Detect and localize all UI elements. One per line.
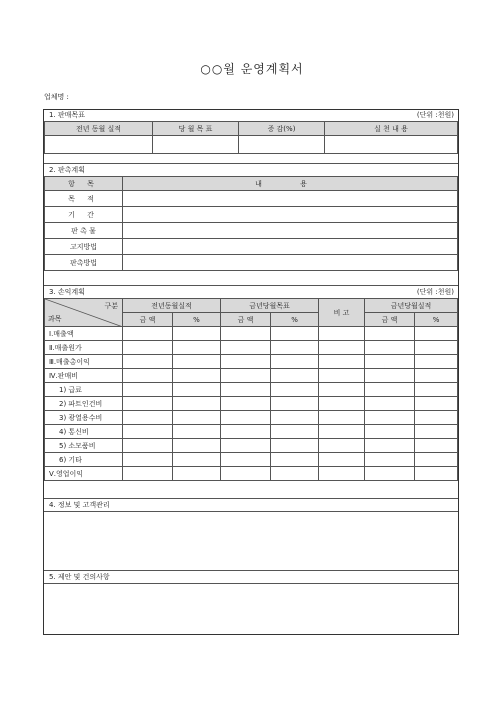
value-cell[interactable] — [319, 411, 365, 425]
value-cell[interactable] — [415, 467, 458, 481]
section-sales-target — [44, 110, 458, 154]
section-promotion — [44, 165, 458, 271]
account-label: 6) 기타 — [45, 453, 123, 467]
value-cell[interactable] — [271, 369, 319, 383]
row-promo-items: 판 촉 물 — [45, 223, 123, 239]
col-last-year: 전년 동월 실적 — [45, 122, 153, 136]
value-cell[interactable] — [123, 425, 173, 439]
section-profit-loss — [44, 287, 458, 481]
corner-cell — [45, 299, 123, 327]
section5-heading: 5. 제안 및 건의사항 — [49, 573, 110, 581]
section3-unit: (단위 :천원) — [416, 288, 454, 296]
value-cell[interactable] — [123, 383, 173, 397]
profit-loss-rows — [45, 327, 458, 481]
suggestions-area[interactable] — [44, 584, 458, 634]
account-label: Ⅰ.매출액 — [45, 327, 123, 341]
cell-action[interactable] — [325, 136, 458, 154]
table-row — [45, 453, 458, 467]
account-label: 4) 통신비 — [45, 425, 123, 439]
value-cell[interactable] — [221, 369, 271, 383]
value-cell[interactable] — [173, 355, 221, 369]
value-cell[interactable] — [173, 383, 221, 397]
value-cell[interactable] — [271, 383, 319, 397]
value-cell[interactable] — [415, 369, 458, 383]
value-cell[interactable] — [173, 411, 221, 425]
section3-heading: 3. 손익계획 — [49, 288, 85, 296]
value-cell[interactable] — [173, 397, 221, 411]
account-label: Ⅳ.판매비 — [45, 369, 123, 383]
value-cell[interactable] — [365, 341, 415, 355]
value-cell[interactable] — [415, 411, 458, 425]
customer-info-area[interactable] — [44, 512, 458, 578]
section1-unit: (단위 :천원) — [416, 111, 454, 119]
value-cell[interactable] — [221, 341, 271, 355]
value-cell[interactable] — [365, 369, 415, 383]
table-row — [45, 355, 458, 369]
sub-percent-3: % — [415, 313, 458, 327]
value-cell[interactable] — [365, 467, 415, 481]
value-cell[interactable] — [221, 425, 271, 439]
table-row — [45, 411, 458, 425]
value-cell[interactable] — [415, 453, 458, 467]
cell-period[interactable] — [123, 207, 458, 223]
value-cell[interactable] — [271, 397, 319, 411]
account-label: 5) 소모품비 — [45, 439, 123, 453]
account-label: Ⅲ.매출총이익 — [45, 355, 123, 369]
value-cell[interactable] — [271, 453, 319, 467]
value-cell[interactable] — [173, 439, 221, 453]
value-cell[interactable] — [123, 397, 173, 411]
corner-top-label: 구분 — [104, 302, 118, 310]
cell-target[interactable] — [153, 136, 239, 154]
value-cell[interactable] — [271, 341, 319, 355]
value-cell[interactable] — [123, 369, 173, 383]
profit-loss-table — [44, 298, 458, 481]
value-cell[interactable] — [123, 453, 173, 467]
cell-promo-method[interactable] — [123, 255, 458, 271]
value-cell[interactable] — [365, 397, 415, 411]
sub-amount-3: 금 액 — [365, 313, 415, 327]
value-cell[interactable] — [319, 467, 365, 481]
value-cell[interactable] — [319, 425, 365, 439]
cell-notice-method[interactable] — [123, 239, 458, 255]
table-row — [45, 397, 458, 411]
value-cell[interactable] — [365, 355, 415, 369]
value-cell[interactable] — [221, 327, 271, 341]
account-label: Ⅱ.매출원가 — [45, 341, 123, 355]
col-item: 항 목 — [45, 177, 123, 191]
section2-heading: 2. 판촉계획 — [49, 166, 85, 174]
value-cell[interactable] — [319, 397, 365, 411]
group-last-year: 전년동월실적 — [123, 299, 221, 313]
value-cell[interactable] — [173, 453, 221, 467]
table-row — [45, 439, 458, 453]
value-cell[interactable] — [365, 411, 415, 425]
account-label: 1) 급료 — [45, 383, 123, 397]
account-label: 2) 파트인건비 — [45, 397, 123, 411]
value-cell[interactable] — [221, 439, 271, 453]
cell-last-year[interactable] — [45, 136, 153, 154]
table-row — [45, 425, 458, 439]
value-cell[interactable] — [271, 327, 319, 341]
value-cell[interactable] — [415, 341, 458, 355]
group-this-target: 금년당월목표 — [221, 299, 319, 313]
row-notice-method: 고지방법 — [45, 239, 123, 255]
account-label: 3) 광열용수비 — [45, 411, 123, 425]
value-cell[interactable] — [123, 439, 173, 453]
table-row — [45, 341, 458, 355]
value-cell[interactable] — [365, 453, 415, 467]
company-label: 업체명 : — [44, 93, 69, 101]
value-cell[interactable] — [221, 467, 271, 481]
value-cell[interactable] — [271, 439, 319, 453]
value-cell[interactable] — [271, 411, 319, 425]
col-target: 당 월 목 표 — [153, 122, 239, 136]
value-cell[interactable] — [319, 439, 365, 453]
value-cell[interactable] — [319, 383, 365, 397]
plan-form — [43, 109, 459, 635]
cell-purpose[interactable] — [123, 191, 458, 207]
value-cell[interactable] — [415, 397, 458, 411]
value-cell[interactable] — [123, 341, 173, 355]
value-cell[interactable] — [415, 383, 458, 397]
sub-amount-2: 금 액 — [221, 313, 271, 327]
document-title: ○○월 운영계획서 — [200, 62, 304, 76]
value-cell[interactable] — [319, 453, 365, 467]
value-cell[interactable] — [365, 383, 415, 397]
section-customer-info — [44, 500, 458, 580]
row-purpose: 목 적 — [45, 191, 123, 207]
cell-change[interactable] — [239, 136, 325, 154]
value-cell[interactable] — [319, 341, 365, 355]
value-cell[interactable] — [123, 355, 173, 369]
table-row — [45, 369, 458, 383]
row-promo-method: 판촉방법 — [45, 255, 123, 271]
sales-target-table — [44, 121, 458, 154]
table-row — [45, 467, 458, 481]
value-cell[interactable] — [221, 355, 271, 369]
value-cell[interactable] — [221, 453, 271, 467]
value-cell[interactable] — [173, 341, 221, 355]
value-cell[interactable] — [415, 327, 458, 341]
value-cell[interactable] — [123, 411, 173, 425]
corner-bottom-label: 과목 — [48, 315, 62, 323]
sub-percent-2: % — [271, 313, 319, 327]
group-remarks: 비 고 — [319, 299, 365, 327]
col-content: 내 용 — [123, 177, 458, 191]
value-cell[interactable] — [271, 425, 319, 439]
value-cell[interactable] — [271, 355, 319, 369]
table-row — [45, 383, 458, 397]
section4-heading: 4. 정보 및 고객관리 — [49, 501, 110, 509]
value-cell[interactable] — [221, 411, 271, 425]
value-cell[interactable] — [415, 355, 458, 369]
col-action: 실 천 내 용 — [325, 122, 458, 136]
account-label: Ⅴ.영업이익 — [45, 467, 123, 481]
value-cell[interactable] — [415, 439, 458, 453]
value-cell[interactable] — [173, 327, 221, 341]
promotion-table — [44, 176, 458, 271]
value-cell[interactable] — [365, 327, 415, 341]
value-cell[interactable] — [173, 369, 221, 383]
value-cell[interactable] — [173, 467, 221, 481]
value-cell[interactable] — [271, 467, 319, 481]
sub-amount-1: 금 액 — [123, 313, 173, 327]
sub-percent-1: % — [173, 313, 221, 327]
value-cell[interactable] — [365, 439, 415, 453]
value-cell[interactable] — [319, 355, 365, 369]
value-cell[interactable] — [221, 397, 271, 411]
row-period: 기 간 — [45, 207, 123, 223]
value-cell[interactable] — [173, 425, 221, 439]
section1-heading: 1. 판매목표 — [49, 111, 85, 119]
table-row — [45, 327, 458, 341]
value-cell[interactable] — [221, 383, 271, 397]
col-change: 증 감(%) — [239, 122, 325, 136]
value-cell[interactable] — [415, 425, 458, 439]
section-suggestions — [44, 572, 458, 634]
value-cell[interactable] — [319, 369, 365, 383]
value-cell[interactable] — [365, 425, 415, 439]
value-cell[interactable] — [123, 467, 173, 481]
value-cell[interactable] — [123, 327, 173, 341]
group-this-actual: 금년당월실적 — [365, 299, 458, 313]
cell-promo-items[interactable] — [123, 223, 458, 239]
value-cell[interactable] — [319, 327, 365, 341]
